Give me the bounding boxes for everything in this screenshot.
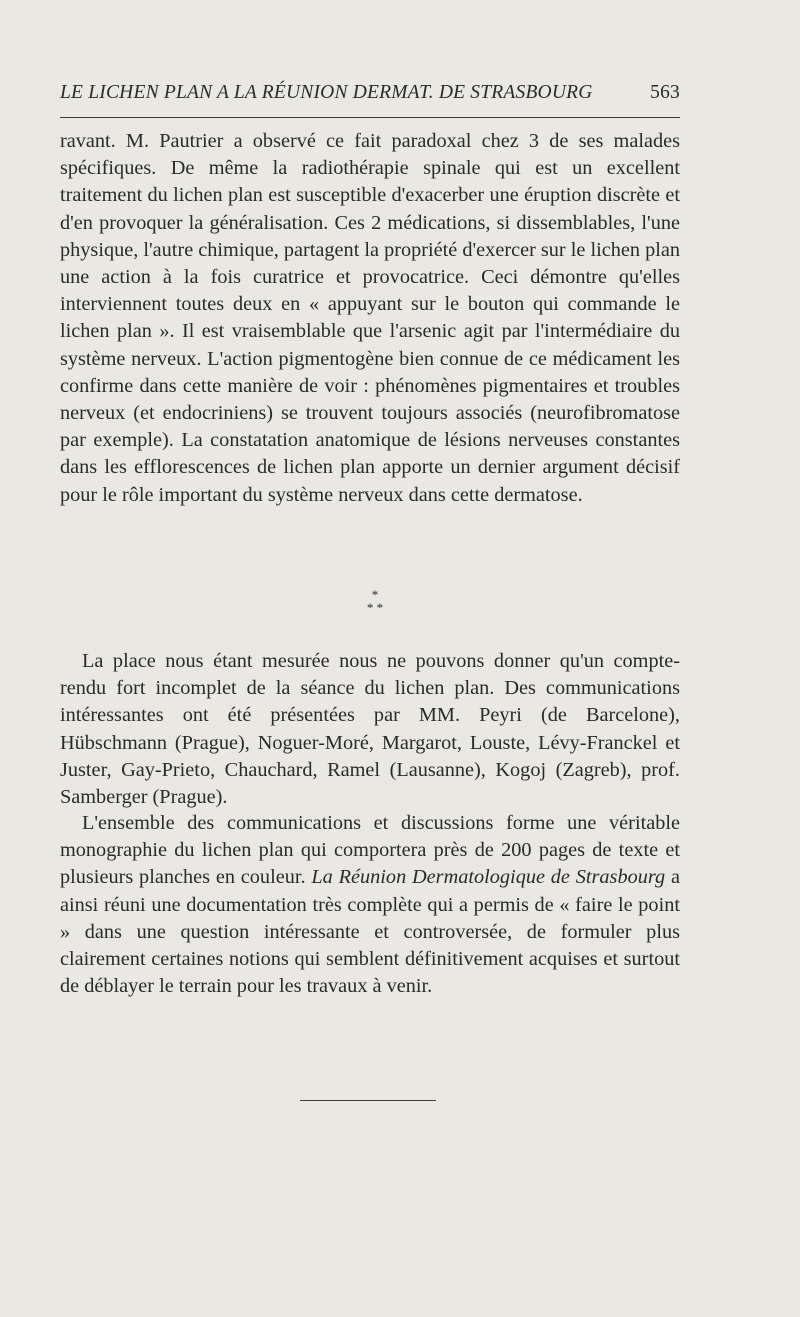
header-rule (60, 117, 680, 118)
asterism-separator (60, 588, 680, 614)
end-rule (300, 1100, 436, 1101)
page-number: 563 (650, 82, 680, 103)
asterism-bottom: * * (366, 600, 384, 615)
asterism-top: * (371, 587, 379, 602)
paragraph-2: La place nous étant mesurée nous ne pouvons donner qu'un compte-rendu fort incomplet de la séance du lichen plan. Des communications intéressantes ont été présentées par MM. Peyri (de Barcelone), Hübschmann (Prague), Noguer-Moré, Margarot, Louste, Lévy-Franckel et Juster, Gay-Prieto, Chauchard, Ramel (Lausanne), Kogoj (Zagreb), prof. Samberger (Prague). (60, 650, 680, 809)
paragraph-1: ravant. M. Pautrier a observé ce fait paradoxal chez 3 de ses malades spécifiques. De même la radiothérapie spinale qui est un excellent traitement du lichen plan est susceptible d'exacerber une éruption discrète et d'en provoquer la généralisation. Ces 2 médications, si dissemblables, l'une physique, l'autre chimique, partagent la propriété d'exercer sur le lichen plan une action à la fois curatrice et provocatrice. Ceci démontre qu'elles interviennent toutes deux en « appuyant sur le bouton qui commande le lichen plan ». Il est vraisemblable que l'arsenic agit par l'intermédiaire du système nerveux. L'action pigmentogène bien connue de ce médicament les confirme dans cette manière de voir : phénomènes pigmentaires et troubles nerveux (et endocriniens) se trouvent toujours associés (neurofibromatose par exemple). La constatation anatomique de lésions nerveuses constantes dans les efflorescences de lichen plan apporte un dernier argument décisif pour le rôle important du système nerveux dans cette dermatose. (60, 130, 681, 506)
paragraph-3-end: a ainsi réuni une documentation très complète qui a permis de « faire le point » dans une question intéressante et controversée, de formuler plus clairement certaines notions qui semblent définitivement acquises et surtout de déblayer le terrain pour les travaux à venir. (60, 866, 680, 998)
running-title: LE LICHEN PLAN A LA RÉUNION DERMAT. DE STRASBOURG (60, 82, 593, 103)
document-page (60, 0, 680, 1317)
journal-title: La Réunion Dermatologique de Strasbourg (311, 866, 666, 889)
paragraph-3-start: L'ensemble des communications et discussions forme une véritable monographie du lichen plan qui comportera près de 200 pages de texte et plusieurs planches en couleur. (60, 812, 680, 889)
running-head (60, 82, 680, 104)
paragraph-3 (60, 810, 680, 1000)
